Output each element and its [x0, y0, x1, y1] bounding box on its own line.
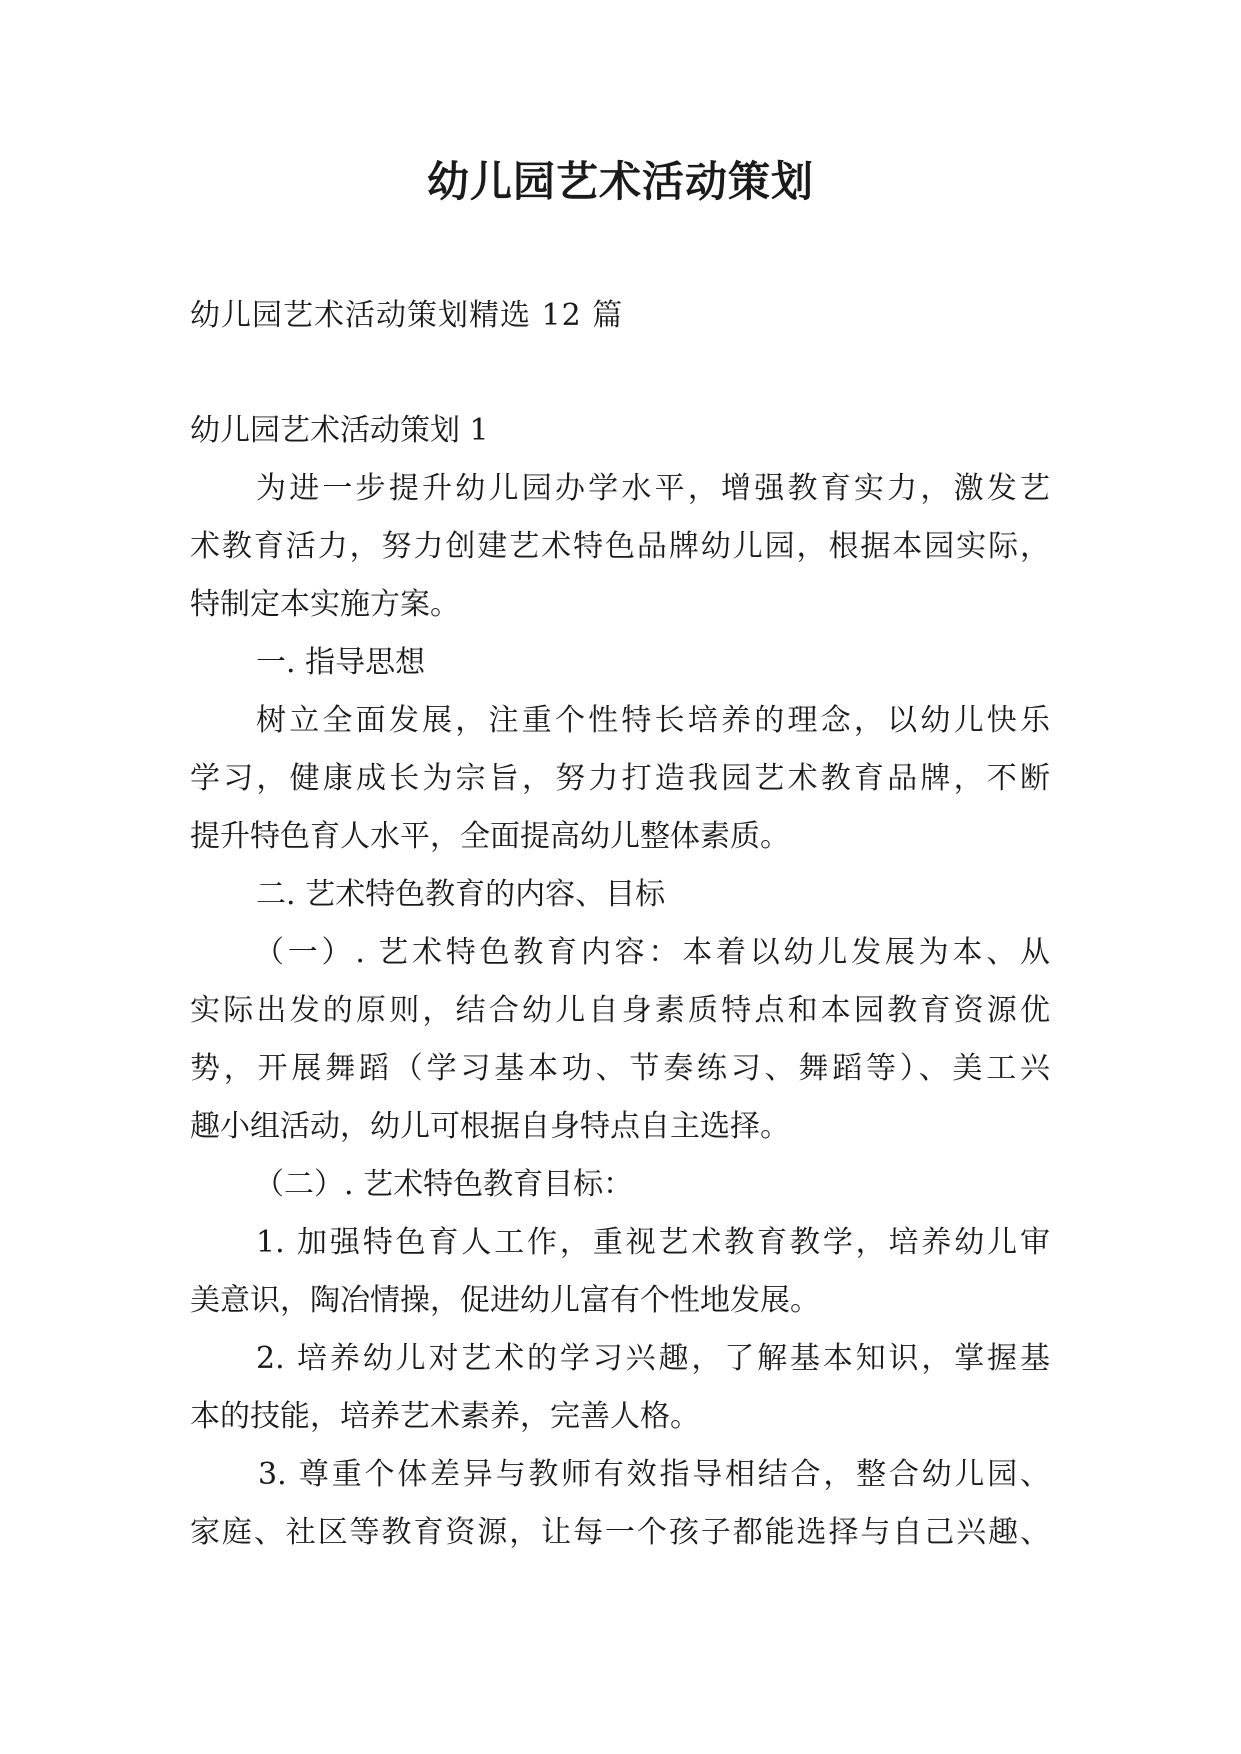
paragraph-line: 特制定本实施方案。: [190, 587, 460, 622]
document-subtitle: 幼儿园艺术活动策划精选 12 篇: [190, 298, 624, 333]
list-item-line: 1. 加强特色育人工作，重视艺术教育教学，培养幼儿审: [256, 1225, 1050, 1260]
list-item-line: 家庭、社区等教育资源，让每一个孩子都能选择与自己兴趣、: [190, 1515, 1050, 1550]
section-heading: 幼儿园艺术活动策划 1: [190, 413, 489, 448]
document-title: 幼儿园艺术活动策划: [426, 157, 814, 206]
paragraph-line: 术教育活力，努力创建艺术特色品牌幼儿园，根据本园实际，: [190, 529, 1050, 564]
paragraph-line: 提升特色育人水平，全面提高幼儿整体素质。: [190, 819, 790, 854]
paragraph-line: 趣小组活动，幼儿可根据自身特点自主选择。: [190, 1109, 790, 1144]
list-item-line: 美意识，陶冶情操，促进幼儿富有个性地发展。: [190, 1283, 820, 1318]
paragraph-line: 树立全面发展，注重个性特长培养的理念，以幼儿快乐: [256, 703, 1050, 738]
list-item-line: 本的技能，培养艺术素养，完善人格。: [190, 1399, 700, 1434]
section-heading: （二）. 艺术特色教育目标：: [254, 1167, 634, 1202]
paragraph-line: 为进一步提升幼儿园办学水平，增强教育实力，激发艺: [256, 471, 1050, 506]
list-item-line: 2. 培养幼儿对艺术的学习兴趣，了解基本知识，掌握基: [256, 1341, 1050, 1376]
paragraph-line: 势，开展舞蹈（学习基本功、节奏练习、舞蹈等）、美工兴: [190, 1051, 1050, 1086]
list-item-line: 3. 尊重个体差异与教师有效指导相结合，整合幼儿园、: [258, 1457, 1050, 1492]
document-body: [190, 402, 1050, 1562]
paragraph-line: （一）. 艺术特色教育内容：本着以幼儿发展为本、从: [254, 935, 1050, 970]
section-heading: 二. 艺术特色教育的内容、目标: [256, 877, 666, 912]
paragraph-line: 学习，健康成长为宗旨，努力打造我园艺术教育品牌，不断: [190, 761, 1050, 796]
section-heading: 一. 指导思想: [256, 645, 426, 680]
paragraph-line: 实际出发的原则，结合幼儿自身素质特点和本园教育资源优: [190, 993, 1050, 1028]
